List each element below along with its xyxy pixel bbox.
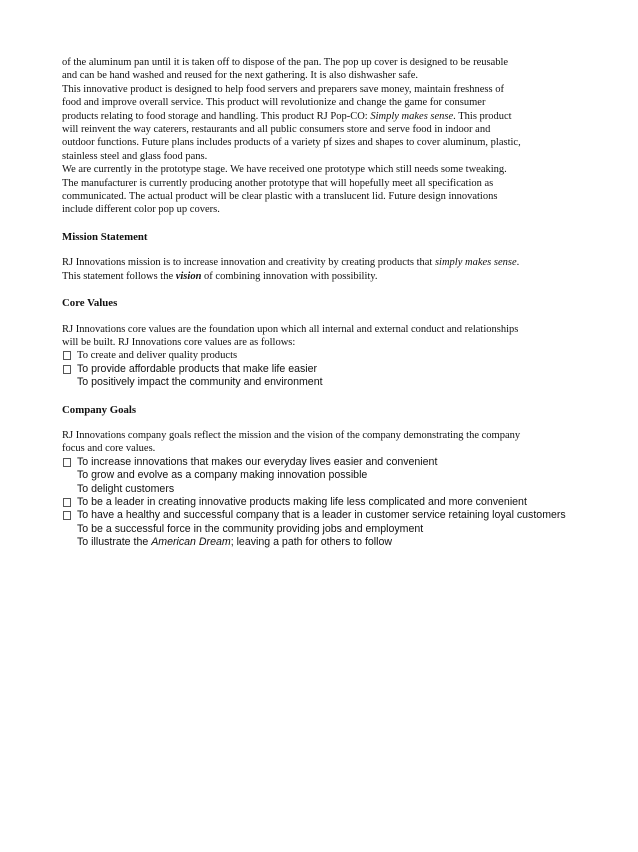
mission-text-end: of combining innovation with possibility. (201, 270, 378, 282)
list-item-text: To be a leader in creating innovative products making life less complicated and more convenient (77, 495, 527, 508)
intro-line: and can be hand washed and reused for the next gathering. It is also dishwasher safe. (62, 70, 419, 82)
bullet-box-icon (63, 351, 71, 360)
mission-slogan: simply makes sense (434, 257, 517, 269)
list-item-text: To positively impact the community and environment (77, 376, 323, 389)
goals-line: RJ Innovations company goals reflect the mission and the vision of the company demonstrating the company (62, 429, 521, 441)
intro-line-text: products relating to food storage and handling. This product RJ Pop-CO: (62, 110, 371, 122)
intro-line: The manufacturer is currently producing another prototype that will hopefully meet all specification as (62, 177, 494, 189)
list-item (62, 469, 592, 482)
intro-paragraph (62, 56, 592, 217)
goals-line: focus and core values. (62, 443, 156, 455)
bullet-box-icon (63, 511, 71, 520)
goals-list (62, 456, 592, 550)
mission-paragraph (62, 256, 592, 283)
document-page (62, 56, 592, 550)
vision-word: vision (175, 270, 202, 282)
list-item-text: To be a successful force in the community providing jobs and employment (77, 522, 424, 535)
bullet-box-icon (63, 498, 71, 507)
intro-line: This innovative product is designed to help food servers and preparers save money, maintain freshness of (62, 83, 504, 95)
intro-line: of the aluminum pan until it is taken off to dispose of the pan. The pop up cover is designed to be reusable (62, 57, 509, 68)
core-values-list (62, 349, 592, 389)
mission-text: RJ Innovations mission is to increase innovation and creativity by creating products that (62, 257, 435, 269)
list-item-text: To increase innovations that makes our everyday lives easier and convenient (77, 455, 438, 468)
intro-line: will reinvent the way caterers, restaurants and all public consumers store and serve food in indoor and (62, 124, 491, 136)
list-item (62, 376, 592, 389)
slogan-text: Simply makes sense (370, 110, 454, 122)
intro-line: We are currently in the prototype stage. We have received one prototype which still needs some tweaking. (62, 164, 507, 176)
core-values-paragraph (62, 323, 592, 350)
list-item-text (77, 536, 392, 549)
list-item (62, 509, 592, 522)
goals-paragraph (62, 429, 592, 456)
american-dream-text: American Dream (151, 536, 231, 549)
list-item (62, 536, 592, 549)
mission-heading: Mission Statement (62, 230, 148, 243)
bullet-box-icon (63, 458, 71, 467)
mission-line (62, 256, 592, 269)
goals-heading: Company Goals (62, 403, 137, 416)
list-item (62, 496, 592, 509)
core-values-line: RJ Innovations core values are the foundation upon which all internal and external conduct and relationships (62, 323, 519, 335)
intro-line: include different color pop up covers. (62, 204, 220, 216)
list-item-text: To provide affordable products that make life easier (77, 362, 318, 375)
list-item (62, 349, 592, 362)
intro-line: stainless steel and glass food pans. (62, 150, 208, 162)
intro-line (62, 110, 592, 123)
list-item (62, 483, 592, 496)
mission-line (62, 270, 592, 283)
intro-line: outdoor functions. Future plans includes products of a variety pf sizes and shapes to cover aluminum, plastic, (62, 137, 521, 149)
mission-text-end: . (516, 257, 520, 269)
list-item (62, 456, 592, 469)
list-item-text: To grow and evolve as a company making innovation possible (77, 469, 368, 482)
core-values-line: will be built. RJ Innovations core values are as follows: (62, 336, 296, 348)
bullet-box-icon (63, 365, 71, 374)
goal-text: To illustrate the (77, 536, 152, 549)
list-item (62, 363, 592, 376)
intro-line-tail: . This product (453, 110, 512, 122)
list-item (62, 523, 592, 536)
intro-line: communicated. The actual product will be clear plastic with a translucent lid. Future design innovations (62, 191, 498, 203)
intro-line: food and improve overall service. This product will revolutionize and change the game for consumer (62, 97, 486, 109)
core-values-heading: Core Values (62, 297, 118, 310)
list-item-text: To create and deliver quality products (77, 350, 238, 362)
goal-text-end: ; leaving a path for others to follow (230, 536, 393, 549)
list-item-text: To have a healthy and successful company that is a leader in customer service retaining loyal customers (77, 509, 566, 522)
list-item-text: To delight customers (77, 482, 175, 495)
mission-text: This statement follows the (62, 270, 176, 282)
